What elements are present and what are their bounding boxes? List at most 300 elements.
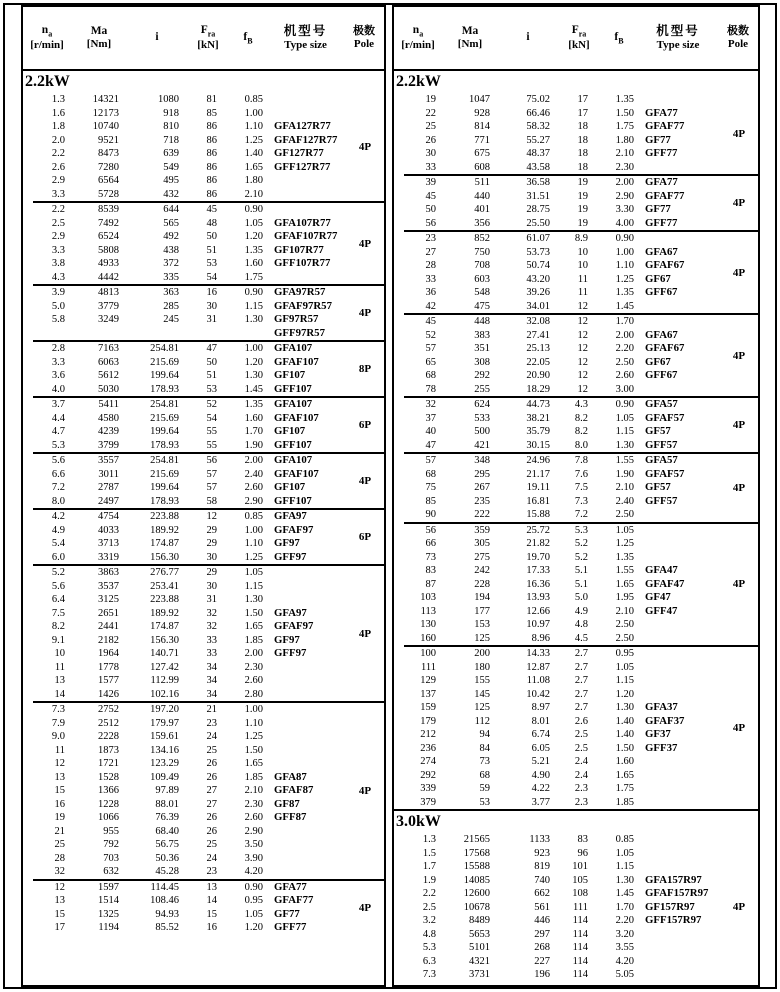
ma-cell: 3799 — [98, 439, 119, 451]
fb-cell: 3.20 — [615, 928, 634, 940]
na-cell: 6.0 — [51, 551, 65, 563]
na-cell: 27 — [425, 246, 436, 258]
type-cell — [265, 717, 346, 731]
fb-cell: 1.05 — [244, 908, 263, 920]
type-cell — [265, 93, 346, 107]
type-cell: GFAF127R77 — [274, 133, 338, 146]
na-cell: 19 — [54, 812, 65, 823]
spec-row — [23, 230, 346, 244]
na-cell: 36 — [425, 287, 436, 298]
na-cell: 5.0 — [51, 300, 65, 312]
type-cell: GFA107 — [274, 454, 313, 466]
gear-group — [394, 454, 758, 522]
ma-cell: 6063 — [98, 356, 119, 368]
ma-cell: 351 — [474, 343, 490, 354]
type-cell: GFAF57 — [645, 411, 685, 424]
fra-cell: 29 — [206, 567, 217, 578]
fb-cell: 1.35 — [244, 244, 263, 256]
fra-cell: 12 — [577, 300, 588, 312]
fb-cell: 1.70 — [615, 901, 634, 913]
fb-cell: 1.05 — [615, 661, 634, 673]
ma-cell: 955 — [103, 825, 119, 837]
ma-cell: 9521 — [98, 134, 119, 146]
ma-cell: 2752 — [98, 704, 119, 715]
fb-cell: 1.80 — [244, 175, 263, 186]
group-rows — [394, 398, 720, 452]
spec-row — [23, 881, 346, 895]
spec-row — [394, 203, 720, 217]
spec-table-left — [21, 5, 386, 987]
fb-cell: 2.00 — [615, 329, 634, 341]
i-cell: 740 — [534, 874, 550, 886]
type-cell — [265, 674, 346, 688]
type-cell — [636, 232, 720, 246]
group-rows — [23, 203, 346, 284]
na-cell: 8.0 — [51, 495, 65, 507]
i-cell: 4.90 — [531, 769, 550, 781]
fra-cell: 48 — [206, 217, 217, 229]
pole-cell: 8P — [358, 363, 372, 375]
na-cell: 2.0 — [51, 134, 65, 146]
spec-row — [394, 300, 720, 314]
ma-cell: 275 — [474, 551, 490, 563]
fb-cell: 1.35 — [244, 399, 263, 410]
spec-row — [23, 730, 346, 744]
i-cell: 156.30 — [150, 551, 179, 563]
i-cell: 25.72 — [526, 524, 550, 536]
fb-cell: 0.90 — [244, 204, 263, 215]
fra-cell: 29 — [206, 538, 217, 549]
fb-cell: 1.20 — [244, 922, 263, 933]
i-cell: 6.05 — [531, 742, 550, 754]
type-cell: GFA57 — [645, 398, 678, 410]
spec-row — [394, 887, 720, 901]
fb-cell: 1.80 — [615, 134, 634, 146]
gear-group — [23, 881, 384, 935]
na-cell: 129 — [420, 675, 436, 686]
type-cell: GF67 — [645, 355, 671, 368]
fb-cell: 4.20 — [244, 866, 263, 877]
na-cell: 3.8 — [51, 258, 65, 269]
type-cell: GFF77 — [274, 921, 307, 933]
gear-group — [394, 176, 758, 230]
col-header-na: $n_a$ [r/min] — [30, 23, 64, 51]
type-cell — [636, 618, 720, 632]
fb-cell: 0.95 — [615, 648, 634, 659]
fb-cell: 2.50 — [615, 619, 634, 630]
type-cell — [265, 271, 346, 285]
ma-cell: 2441 — [98, 621, 119, 632]
ma-cell: 12600 — [463, 888, 490, 899]
fb-cell: 2.60 — [244, 675, 263, 686]
i-cell: 254.81 — [150, 399, 179, 410]
fra-cell: 16 — [206, 922, 217, 933]
fra-cell: 18 — [577, 148, 588, 159]
na-cell: 3.6 — [51, 370, 65, 381]
na-cell: 32 — [54, 866, 65, 877]
pole-cell: 4P — [358, 307, 372, 319]
na-cell: 1.9 — [422, 874, 436, 886]
fra-cell: 12 — [577, 356, 588, 368]
ma-cell: 1577 — [98, 675, 119, 686]
spec-row — [394, 425, 720, 439]
fb-cell: 0.90 — [244, 881, 263, 893]
i-cell: 21.82 — [526, 538, 550, 549]
type-cell: GF107 — [274, 481, 306, 493]
ma-cell: 305 — [474, 538, 490, 549]
na-cell: 87 — [425, 578, 436, 590]
fra-cell: 12 — [577, 329, 588, 341]
fra-cell: 4.9 — [574, 605, 588, 617]
na-cell: 45 — [425, 316, 436, 327]
gear-group — [394, 647, 758, 809]
type-cell — [265, 865, 346, 879]
na-cell: 57 — [425, 455, 436, 466]
i-cell: 27.41 — [526, 329, 550, 341]
i-cell: 50.74 — [526, 260, 550, 271]
fb-cell: 2.50 — [615, 632, 634, 644]
ma-cell: 2651 — [98, 607, 119, 619]
fra-cell: 30 — [206, 580, 217, 592]
i-cell: 159.61 — [150, 731, 179, 742]
ma-cell: 6564 — [98, 175, 119, 186]
fra-cell: 7.2 — [574, 509, 588, 520]
fra-cell: 54 — [206, 271, 217, 283]
na-cell: 2.9 — [51, 231, 65, 242]
fb-cell: 2.10 — [615, 148, 634, 159]
na-cell: 50 — [425, 204, 436, 215]
na-cell: 5.3 — [51, 439, 65, 451]
fra-cell: 27 — [206, 798, 217, 810]
ma-cell: 59 — [479, 783, 490, 794]
i-cell: 495 — [163, 175, 179, 186]
fra-cell: 81 — [206, 94, 217, 105]
spec-row — [23, 744, 346, 758]
i-cell: 134.16 — [150, 744, 179, 756]
ma-cell: 1873 — [98, 744, 119, 756]
fb-cell: 1.25 — [244, 551, 263, 563]
i-cell: 285 — [163, 300, 179, 312]
fra-cell: 25 — [206, 744, 217, 756]
type-cell: GFF97 — [274, 647, 307, 659]
i-cell: 12.66 — [526, 605, 550, 617]
i-cell: 36.58 — [526, 177, 550, 188]
ma-cell: 12173 — [92, 107, 119, 119]
fb-cell: 2.80 — [244, 688, 263, 700]
pole-cell: 4P — [358, 141, 372, 153]
spec-row — [394, 232, 720, 246]
spec-row — [23, 369, 346, 383]
spec-row — [394, 508, 720, 522]
i-cell: 16.36 — [526, 578, 550, 590]
i-cell: 24.96 — [526, 455, 550, 466]
i-cell: 8.96 — [531, 632, 550, 644]
ma-cell: 6524 — [98, 231, 119, 242]
ma-cell: 1047 — [469, 94, 490, 105]
type-cell — [265, 703, 346, 717]
type-cell: GFAF37 — [645, 714, 685, 727]
fb-cell — [227, 327, 265, 341]
ma-cell: 3779 — [98, 300, 119, 312]
i-cell: 114.45 — [150, 881, 179, 893]
ma-cell: 1514 — [98, 895, 119, 906]
na-cell: 160 — [420, 632, 436, 644]
na-cell: 3.7 — [51, 399, 65, 410]
i-cell: 245 — [163, 314, 179, 325]
ma-cell: 624 — [474, 399, 490, 410]
na-cell: 2.2 — [422, 888, 436, 899]
fb-cell: 1.85 — [615, 796, 634, 808]
spec-row — [23, 398, 346, 412]
i-cell: 88.01 — [155, 798, 179, 810]
na-cell: 33 — [425, 161, 436, 173]
i-cell: 199.64 — [150, 370, 179, 381]
type-cell: GFA107R77 — [274, 216, 331, 229]
fra-cell: 114 — [572, 928, 588, 940]
i-cell: 31.51 — [526, 190, 550, 202]
fb-cell: 1.00 — [244, 107, 263, 119]
na-cell: 26 — [425, 134, 436, 146]
spec-row — [394, 914, 720, 928]
pole-cell: 4P — [358, 627, 372, 640]
na-cell: 274 — [420, 756, 436, 767]
type-cell: GF157R97 — [645, 900, 695, 913]
spec-row — [394, 134, 720, 148]
i-cell: 97.89 — [155, 785, 179, 796]
i-cell: 68.40 — [155, 825, 179, 837]
spec-row — [394, 439, 720, 453]
i-cell: 10.97 — [526, 619, 550, 630]
i-cell: 19.11 — [526, 482, 550, 493]
type-cell: GFAF107 — [274, 411, 319, 424]
col-header-fb: $f_B$ — [243, 30, 253, 45]
col-header-type-size: 机型号 Type size — [283, 23, 328, 51]
ma-cell: 1325 — [98, 908, 119, 920]
ma-cell: 348 — [474, 455, 490, 466]
fra-cell: 4.5 — [574, 632, 588, 644]
spec-row — [23, 120, 346, 134]
ma-cell: 448 — [474, 316, 490, 327]
ma-cell: 1778 — [98, 661, 119, 673]
na-cell: 22 — [425, 107, 436, 119]
spec-row — [23, 468, 346, 482]
spec-row — [394, 941, 720, 955]
i-cell: 14.33 — [526, 648, 550, 659]
fra-cell: 51 — [206, 370, 217, 381]
spec-row — [23, 674, 346, 688]
i-cell: 549 — [163, 161, 179, 173]
pole-cell: 6P — [358, 531, 372, 543]
i-cell: 178.93 — [150, 383, 179, 395]
i-cell: 223.88 — [150, 594, 179, 605]
type-cell — [636, 755, 720, 769]
fb-cell: 1.65 — [615, 769, 634, 781]
na-cell: 25 — [425, 121, 436, 132]
pole-cell: 4P — [358, 475, 372, 487]
spec-row — [394, 356, 720, 370]
na-cell: 1.6 — [51, 107, 65, 119]
ma-cell: 3713 — [98, 538, 119, 549]
fb-cell: 1.05 — [615, 524, 634, 536]
table-body-right — [394, 71, 758, 982]
fra-cell: 24 — [206, 731, 217, 742]
i-cell: 565 — [163, 217, 179, 229]
i-cell: 140.71 — [150, 648, 179, 659]
fb-cell: 2.30 — [615, 161, 634, 173]
ma-cell: 308 — [474, 356, 490, 368]
spec-row — [23, 161, 346, 175]
fb-cell: 1.15 — [615, 861, 634, 872]
i-cell: 662 — [534, 888, 550, 899]
gear-group — [23, 454, 384, 508]
group-rows — [394, 833, 720, 982]
i-cell: 66.46 — [526, 107, 550, 119]
pole-cell: 4P — [732, 901, 746, 914]
fra-cell: 114 — [572, 969, 588, 980]
ma-cell: 292 — [474, 370, 490, 381]
i-cell: 1080 — [158, 94, 179, 105]
ma-cell: 295 — [474, 468, 490, 480]
ma-cell: 5808 — [98, 244, 119, 256]
i-cell: 1133 — [529, 834, 550, 845]
ma-cell: 1228 — [98, 798, 119, 810]
fb-cell: 1.60 — [244, 412, 263, 424]
na-cell: 212 — [420, 729, 436, 740]
fra-cell: 18 — [577, 121, 588, 132]
fra-cell: 24 — [206, 852, 217, 864]
ma-cell: 94 — [479, 729, 490, 740]
pole-cell: 4P — [732, 266, 746, 279]
fb-cell: 1.15 — [615, 675, 634, 686]
na-cell: 65 — [425, 356, 436, 368]
fb-cell: 1.30 — [615, 439, 634, 451]
ma-cell: 73 — [479, 756, 490, 767]
fb-cell: 5.05 — [615, 969, 634, 980]
na-cell: 28 — [54, 852, 65, 864]
i-cell: 174.87 — [150, 538, 179, 549]
ma-cell: 632 — [103, 866, 119, 877]
i-cell: 363 — [163, 287, 179, 298]
i-cell: 5.21 — [531, 756, 550, 767]
na-cell: 5.3 — [422, 942, 436, 953]
col-header-ma: Ma [Nm] — [457, 24, 483, 51]
type-cell: GF67 — [645, 272, 671, 285]
i-cell: 4.22 — [531, 783, 550, 794]
type-cell — [636, 847, 720, 861]
spec-row — [394, 955, 720, 969]
type-cell — [636, 796, 720, 810]
na-cell: 42 — [425, 300, 436, 312]
i-cell: 561 — [534, 901, 550, 913]
fra-cell: 86 — [206, 175, 217, 186]
na-cell: 13 — [54, 771, 65, 783]
fra-cell: 2.4 — [574, 756, 588, 767]
spec-row — [23, 425, 346, 439]
type-cell: GFA67 — [645, 245, 678, 258]
fb-cell: 1.25 — [244, 134, 263, 146]
type-cell: GFA157R97 — [645, 873, 702, 886]
fra-cell: 17 — [577, 107, 588, 119]
col-header-na: $n_a$ [r/min] — [401, 23, 435, 51]
na-cell: 5.6 — [51, 455, 65, 466]
type-cell: GF47 — [645, 591, 671, 603]
spec-row — [394, 329, 720, 343]
type-cell: GFF107 — [274, 382, 312, 395]
ma-cell: 4754 — [98, 511, 119, 522]
na-cell: 7.9 — [51, 717, 65, 729]
na-cell: 30 — [425, 148, 436, 159]
spec-row — [23, 174, 346, 188]
fb-cell: 1.85 — [244, 634, 263, 646]
col-header-fb: $f_B$ — [614, 30, 624, 45]
ma-cell — [69, 327, 125, 341]
fb-cell: 2.60 — [244, 812, 263, 823]
spec-row — [23, 688, 346, 702]
na-cell: 90 — [425, 509, 436, 520]
type-cell: GFA57 — [645, 454, 678, 466]
fra-cell: 57 — [206, 468, 217, 480]
type-cell — [636, 383, 720, 397]
na-cell: 179 — [420, 715, 436, 727]
na-cell: 25 — [54, 839, 65, 850]
pole-cell: 4P — [732, 349, 746, 362]
na-cell: 3.3 — [51, 244, 65, 256]
na-cell: 16 — [54, 798, 65, 810]
spec-row — [394, 468, 720, 482]
spec-row — [23, 439, 346, 453]
fb-cell: 1.10 — [244, 121, 263, 132]
spec-row — [23, 607, 346, 621]
ma-cell: 603 — [474, 273, 490, 285]
na-cell: 45 — [425, 190, 436, 202]
fra-cell: 21 — [206, 704, 217, 715]
fra-cell: 19 — [577, 217, 588, 229]
ma-cell: 1721 — [98, 758, 119, 769]
na-cell: 32 — [425, 399, 436, 410]
ma-cell: 17568 — [463, 847, 490, 859]
i-cell: 215.69 — [150, 412, 179, 424]
ma-cell: 4933 — [98, 258, 119, 269]
i-cell: 21.17 — [526, 468, 550, 480]
type-cell: GFF97R57 — [274, 326, 325, 339]
na-cell: 4.3 — [51, 271, 65, 283]
fb-cell: 1.25 — [244, 731, 263, 742]
fb-cell: 1.00 — [244, 343, 263, 354]
ma-cell: 21565 — [463, 834, 490, 845]
spec-row — [23, 286, 346, 300]
type-cell — [265, 838, 346, 852]
type-cell: GFF47 — [645, 604, 678, 617]
i-cell: 718 — [163, 134, 179, 146]
ma-cell: 4813 — [98, 287, 119, 298]
spec-row — [23, 580, 346, 594]
i-cell: 179.97 — [150, 717, 179, 729]
fra-cell: 52 — [206, 399, 217, 410]
fra-cell: 101 — [572, 861, 588, 872]
na-cell: 5.8 — [51, 314, 65, 325]
i-cell: 19.70 — [526, 551, 550, 563]
col-header-ma: Ma [Nm] — [86, 24, 112, 51]
type-cell: GFAF77 — [645, 189, 685, 202]
fra-cell: 8.9 — [574, 233, 588, 244]
fb-cell: 0.95 — [244, 895, 263, 906]
na-cell: 23 — [425, 233, 436, 244]
ma-cell: 3319 — [98, 551, 119, 563]
i-cell: 432 — [163, 188, 179, 200]
ma-cell: 675 — [474, 148, 490, 159]
fb-cell: 3.90 — [244, 852, 263, 864]
fb-cell: 2.10 — [615, 482, 634, 493]
